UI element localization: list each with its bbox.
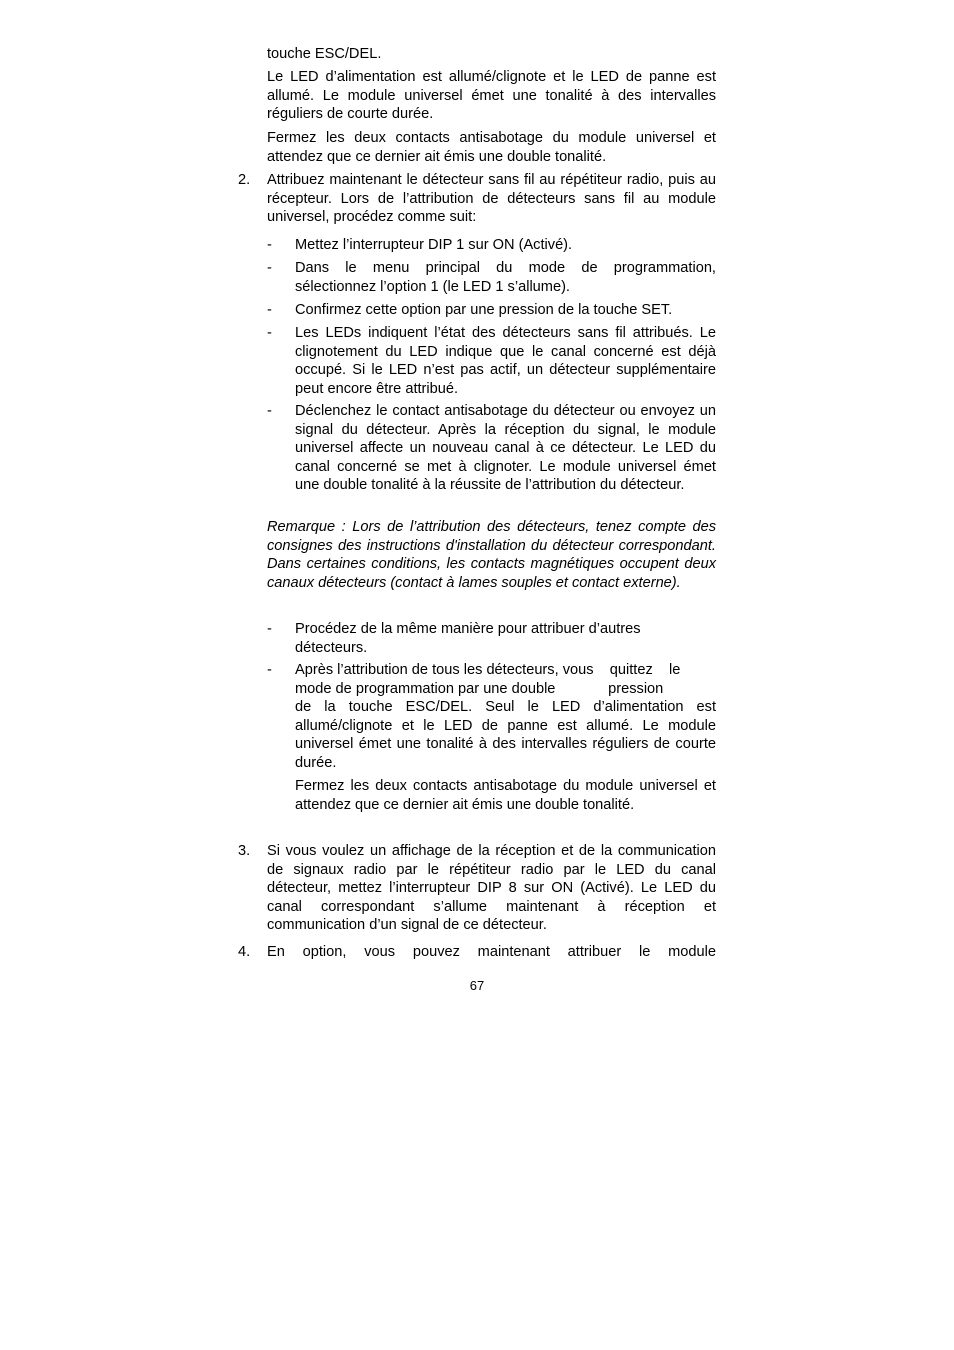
bullet-led-state: Les LEDs indiquent l’état des détecteurs sans fil attribués. Le clignotement du LED indique que le canal concerné est déjà occupé. Si le LED n’est pas actif, un détecteur supplémentaire peut encore être attribué.	[295, 325, 716, 397]
bullet-repeat: Procédez de la même manière pour attribuer d’autres détecteurs.	[295, 621, 641, 656]
bullet-exit-line2: mode de programmation par une double pression	[295, 681, 664, 697]
bullet-confirm-set: Confirmez cette option par une pression de la touche SET.	[295, 302, 673, 318]
bullet-dash: -	[267, 325, 272, 341]
bullet-exit-line1: Après l’attribution de tous les détecteurs, vous quittez le	[295, 662, 681, 678]
list-number-3: 3.	[238, 843, 251, 859]
paragraph-led-status: Le LED d’alimentation est allumé/clignote et le LED de panne est allumé. Le module universel émet une tonalité à des intervalles réguliers de courte durée.	[267, 69, 716, 122]
bullet-dash: -	[267, 403, 272, 419]
bullet-select-option: Dans le menu principal du mode de programmation, sélectionnez l’option 1 (le LED 1 s’allume).	[295, 260, 716, 295]
list-item-2-text: Attribuez maintenant le détecteur sans fil au répétiteur radio, puis au récepteur. Lors de l’attribution de détecteurs sans fil au module universel, procédez comme suit:	[267, 172, 716, 225]
bullet-dash: -	[267, 237, 272, 253]
paragraph-close-contacts-2: Fermez les deux contacts antisabotage du module universel et attendez que ce dernier ait émis une double tonalité.	[295, 778, 716, 813]
list-item-3-text: Si vous voulez un affichage de la réception et de la communication de signaux radio par le répétiteur radio par le LED du canal détecteur, mettez l’interrupteur DIP 8 sur ON (Activé). Le LED du canal correspondant s’allume maintenant à réception et communication d’un signal de ce détecteur.	[267, 843, 716, 933]
list-item-4-text: En option, vous pouvez maintenant attribuer le module	[267, 944, 716, 960]
page-number: 67	[469, 978, 485, 993]
remark-paragraph: Remarque : Lors de l’attribution des détecteurs, tenez compte des consignes des instructions d'installation du détecteur correspondant. Dans certaines conditions, les contacts magnétiques occupent deux canaux détecteurs (contact à lames souples et contact externe).	[267, 519, 716, 591]
bullet-dip1: Mettez l’interrupteur DIP 1 sur ON (Activé).	[295, 237, 573, 253]
bullet-dash: -	[267, 662, 272, 678]
bullet-dash: -	[267, 621, 272, 637]
list-number-4: 4.	[238, 944, 251, 960]
bullet-trigger-tamper: Déclenchez le contact antisabotage du détecteur ou envoyez un signal du détecteur. Après la réception du signal, le module universel affecte un nouveau canal à ce détecteur. Le LED du canal concerné se met à clignoter. Le module universel émet une double tonalité à la réussite de l’attribution du détecteur.	[295, 403, 716, 493]
paragraph-continuation: touche ESC/DEL.	[267, 46, 382, 62]
bullet-exit-rest: de la touche ESC/DEL. Seul le LED d’alimentation est allumé/clignote et le LED de panne est allumé. Le module universel émet une tonalité à des intervalles réguliers de courte durée.	[295, 699, 716, 771]
list-number-2: 2.	[238, 172, 251, 188]
bullet-dash: -	[267, 302, 272, 318]
paragraph-close-contacts: Fermez les deux contacts antisabotage du module universel et attendez que ce dernier ait émis une double tonalité.	[267, 130, 716, 165]
bullet-dash: -	[267, 260, 272, 276]
